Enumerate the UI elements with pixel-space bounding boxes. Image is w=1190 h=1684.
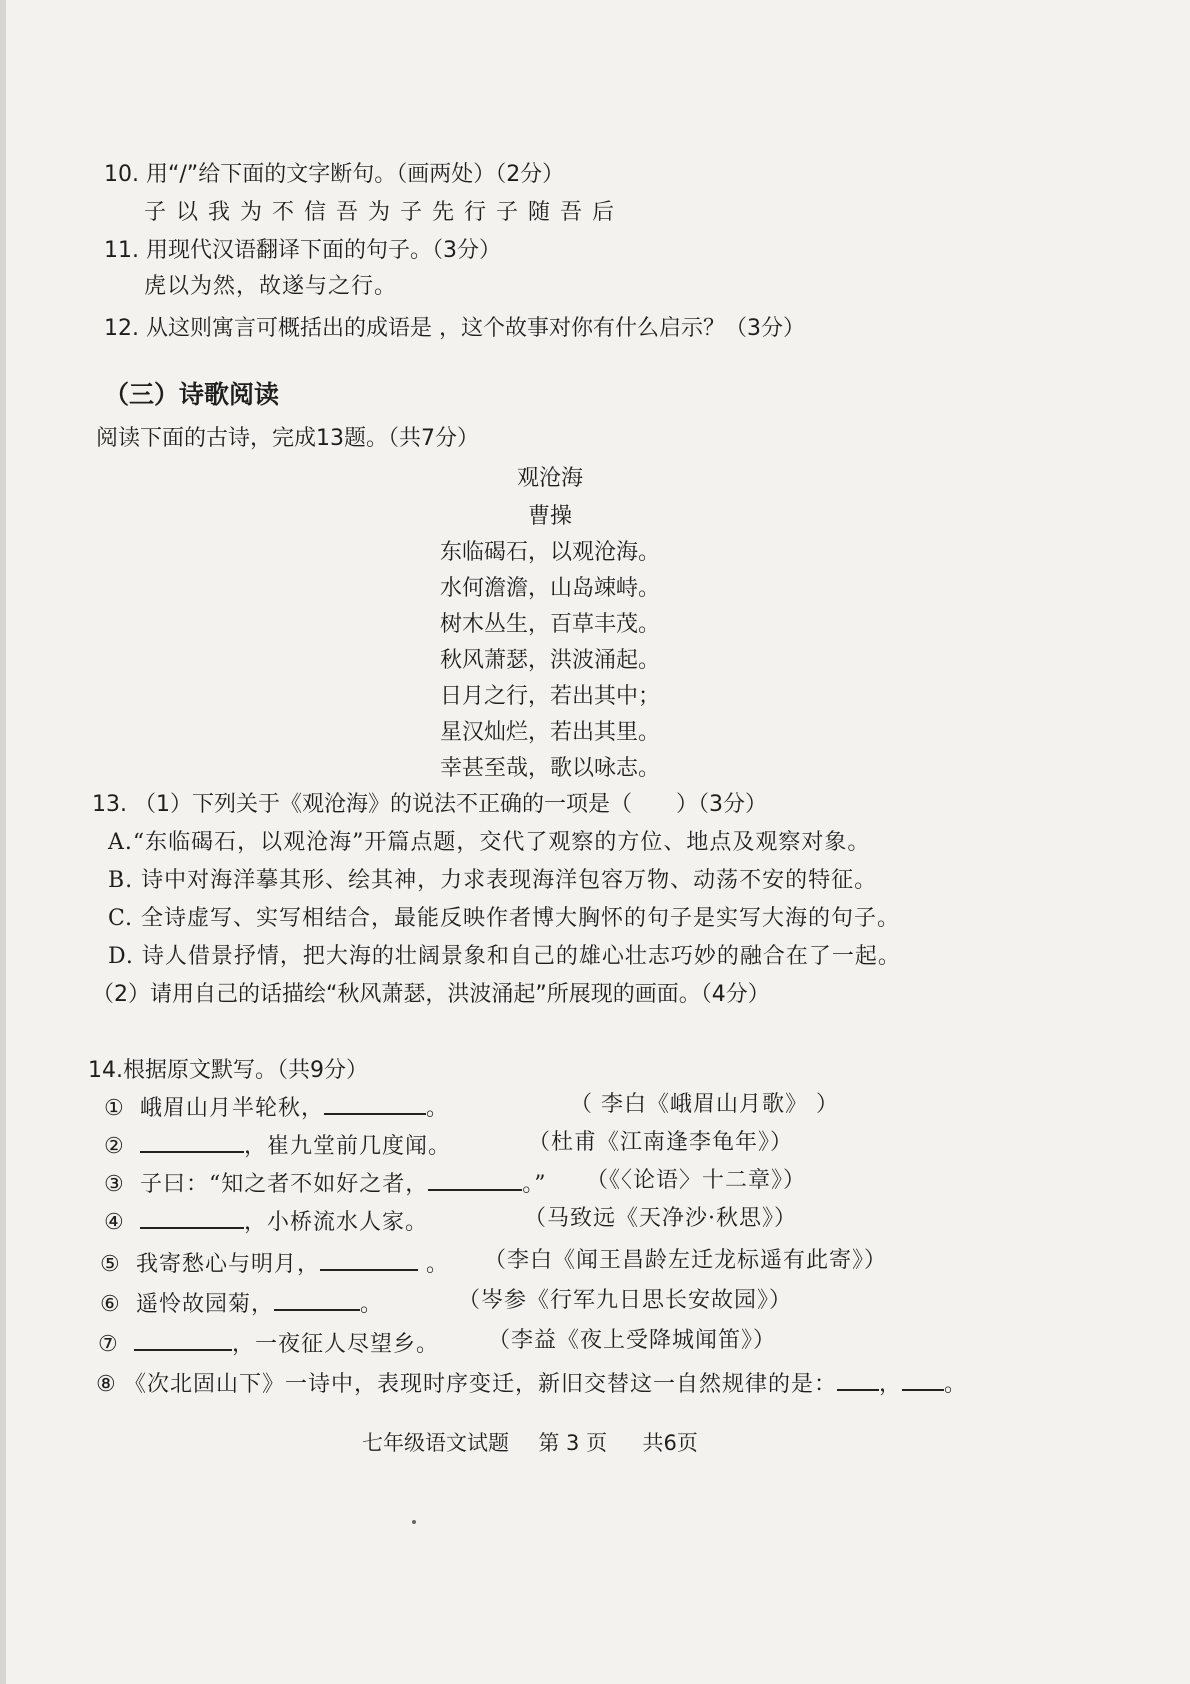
poem-line: 水何澹澹，山岛竦峙。 <box>439 576 660 601</box>
item-number: ⑦ <box>98 1332 119 1357</box>
item-source: （杜甫《江南逢李龟年》） <box>528 1130 794 1155</box>
item-number: ④ <box>104 1210 125 1235</box>
dictation-item <box>100 1290 383 1320</box>
footer-page: 第 3 页 <box>538 1431 608 1455</box>
item-number: ⑤ <box>100 1252 121 1277</box>
poem-line: 日月之行，若出其中； <box>439 684 660 709</box>
item-source: （岑参《行军九日思长安故园》） <box>458 1288 793 1313</box>
scan-speck <box>412 1520 416 1524</box>
poem-line: 幸甚至哉，歌以咏志。 <box>439 756 660 781</box>
option-a: A.“东临碣石，以观沧海”开篇点题，交代了观察的方位、地点及观察对象。 <box>108 830 871 855</box>
item-separator: ， <box>879 1372 903 1397</box>
poem-author: 曹操 <box>527 504 572 529</box>
answer-blank[interactable] <box>428 1171 522 1191</box>
dictation-item <box>104 1170 547 1200</box>
item-text-after: 。 <box>360 1292 384 1317</box>
item-text-after: ，小桥流水人家。 <box>244 1210 429 1235</box>
item-text-before: 峨眉山月半轮秋， <box>140 1096 325 1121</box>
item-number: ⑥ <box>100 1292 121 1317</box>
item-text-before: 子曰：“知之者不如好之者， <box>140 1172 429 1197</box>
answer-blank[interactable] <box>324 1095 426 1115</box>
item-text-before: 遥怜故园菊， <box>136 1292 275 1317</box>
item-number: ① <box>104 1096 125 1121</box>
poem-title: 观沧海 <box>516 466 583 491</box>
item-number: ③ <box>104 1172 125 1197</box>
item-source: （《〈论语〉十二章》） <box>586 1168 807 1193</box>
item-end: 。 <box>944 1372 968 1397</box>
answer-blank[interactable] <box>320 1251 418 1271</box>
answer-blank[interactable] <box>837 1371 879 1391</box>
dictation-item <box>104 1132 451 1162</box>
dictation-item <box>100 1250 449 1280</box>
option-d: D. 诗人借景抒情，把大海的壮阔景象和自己的雄心壮志巧妙的融合在了一起。 <box>108 944 901 969</box>
answer-blank[interactable] <box>140 1133 244 1153</box>
item-text-after: ，崔九堂前几度闻。 <box>244 1134 452 1159</box>
question-10: 10. 用“/”给下面的文字断句。（画两处）（2分） <box>104 162 565 187</box>
poem-line: 星汉灿烂，若出其里。 <box>439 720 660 745</box>
question-14-heading: 14.根据原文默写。（共9分） <box>88 1058 368 1083</box>
section-heading: （三）诗歌阅读 <box>104 380 280 409</box>
answer-blank[interactable] <box>134 1331 232 1351</box>
item-number: ⑧ <box>96 1372 117 1397</box>
footer-total: 共6页 <box>642 1431 698 1455</box>
dictation-item <box>98 1330 439 1360</box>
dictation-item-8 <box>96 1370 967 1400</box>
dictation-item <box>104 1094 449 1124</box>
item-text-before: 我寄愁心与明月， <box>136 1252 321 1277</box>
question-11: 11. 用现代汉语翻译下面的句子。（3分） <box>104 238 501 263</box>
item-text-after: 。 <box>426 1096 450 1121</box>
scan-edge <box>0 0 6 1684</box>
item-source: （李益《夜上受降城闻笛》） <box>488 1328 777 1353</box>
item-text-after: 。” <box>522 1172 547 1197</box>
question-13-stem: 13. （1）下列关于《观沧海》的说法不正确的一项是（ ）（3分） <box>92 792 767 817</box>
poem-line: 东临碣石，以观沧海。 <box>439 540 660 565</box>
item-source: （李白《闻王昌龄左迁龙标遥有此寄》） <box>484 1248 888 1273</box>
poem-line: 秋风萧瑟，洪波涌起。 <box>439 648 660 673</box>
dictation-item <box>104 1208 428 1238</box>
item-text-after: 。 <box>418 1252 450 1277</box>
question-10-passage: 子以我为不信吾为子先行子随吾后 <box>144 200 625 225</box>
footer-title: 七年级语文试题 <box>362 1431 509 1455</box>
option-c: C. 全诗虚写、实写相结合，最能反映作者博大胸怀的句子是实写大海的句子。 <box>108 906 901 931</box>
question-11-sentence: 虎以为然，故遂与之行。 <box>144 274 398 299</box>
answer-blank[interactable] <box>274 1291 360 1311</box>
answer-blank[interactable] <box>140 1209 244 1229</box>
item-text: 《次北固山下》一诗中，表现时序变迁，新旧交替这一自然规律的是： <box>124 1372 838 1397</box>
footer <box>362 1428 698 1458</box>
answer-blank[interactable] <box>902 1371 944 1391</box>
item-source: （马致远《天净沙·秋思》） <box>524 1206 797 1231</box>
option-b: B. 诗中对海洋摹其形、绘其神，力求表现海洋包容万物、动荡不安的特征。 <box>108 868 878 893</box>
question-13-part2: （2）请用自己的话描绘“秋风萧瑟，洪波涌起”所展现的画面。（4分） <box>92 982 770 1007</box>
question-12: 12. 从这则寓言可概括出的成语是 ，这个故事对你有什么启示？（3分） <box>104 316 805 341</box>
item-text-after: ，一夜征人尽望乡。 <box>232 1332 440 1357</box>
poem-line: 树木丛生，百草丰茂。 <box>439 612 660 637</box>
section-intro: 阅读下面的古诗，完成13题。（共7分） <box>96 426 479 451</box>
item-number: ② <box>104 1134 125 1159</box>
item-source: （ 李白《峨眉山月歌》 ） <box>570 1092 839 1117</box>
